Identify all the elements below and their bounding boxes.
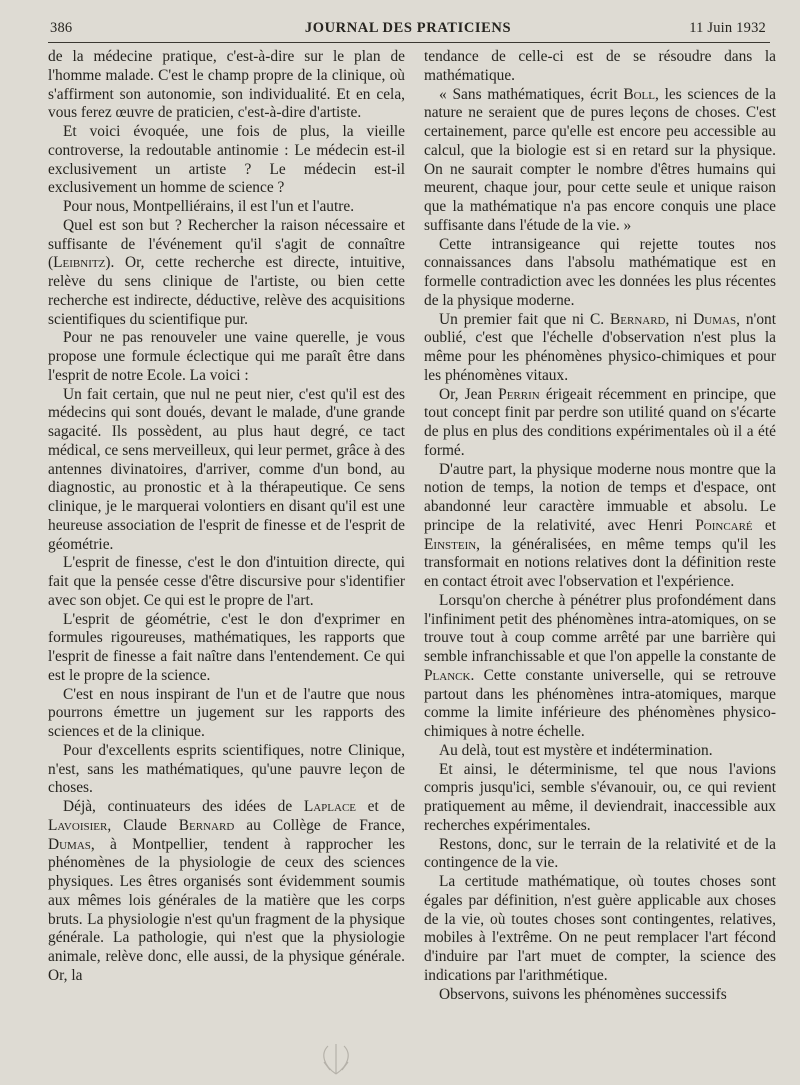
author-name: Dumas bbox=[693, 310, 737, 328]
paragraph: Restons, donc, sur le terrain de la relativité et de la contingence de la vie. bbox=[424, 835, 776, 872]
author-name: Bernard bbox=[178, 816, 235, 834]
author-name: Dumas bbox=[48, 835, 91, 853]
paragraph: de la médecine pratique, c'est-à-dire sur le plan de l'homme malade. C'est le champ propre de la clinique, où s'affirment son autonomie, son individualité. Et en cela, vous ferez œuvre de praticien, c'est-à-dire d'artiste. bbox=[48, 48, 405, 122]
paragraph: Et voici évoquée, une fois de plus, la vieille controverse, la redoutable antinomie : Le médecin est-il exclusivement un artiste ? Le médecin est-il exclusivement un homme de science ? bbox=[48, 123, 405, 197]
paragraph: Et ainsi, le déterminisme, tel que nous l'avions compris jusqu'ici, semble s'évanouir, ou, ce qui revient pratiquement au même, il deviendrait, inaccessible aux recherches expérimentales. bbox=[424, 760, 776, 834]
paragraph: Or, Jean Perrin érigeait récemment en principe, que tout concept finit par perdre son utilité quand on s'écarte de plus en plus des conditions expérimentales où il a été formé. bbox=[424, 385, 777, 459]
paragraph: Lorsqu'on cherche à pénétrer plus profondément dans l'infiniment petit des phénomènes intra-atomiques, on se trouve tout à coup comme arrêté par une barrière qui semble infranchissable et que l'on appelle la constante de Planck. Cette constante universelle, qui se retrouve partout dans les phénomènes intra-atomiques, marque comme la limite inférieure des phénomènes physico-chimiques à notre échelle. bbox=[424, 591, 776, 740]
paragraph: Déjà, continuateurs des idées de Laplace et de Lavoisier, Claude Bernard au Collège de France, Dumas, à Montpellier, tendent à rapprocher les phénomènes de la physiologie de ceux des sciences physiques. Les êtres organisés sont évidemment soumis aux mêmes lois générales de la matière que les corps bruts. La physiologie n'est qu'un fragment de la physique générale. La pathologie, qui n'est que la physiologie animale, relève donc, elle aussi, de la physique générale. Or, la bbox=[48, 798, 405, 984]
page-number: 386 bbox=[50, 20, 73, 36]
author-name: Boll bbox=[623, 85, 655, 103]
bottom-ornament bbox=[316, 1040, 356, 1076]
author-name: Einstein bbox=[424, 535, 477, 553]
paragraph: L'esprit de géométrie, c'est le don d'exprimer en formules rigoureuses, mathématiques, les rapports que l'esprit de finesse a fait naître dans l'entendement. Ce qui est le propre de la science. bbox=[48, 610, 405, 684]
left-column bbox=[48, 48, 405, 986]
issue-date: 11 Juin 1932 bbox=[689, 20, 766, 36]
paragraph: Quel est son but ? Rechercher la raison nécessaire et suffisante de l'événement qu'il s'agit de connaître (Leibnitz). Or, cette recherche est directe, intuitive, relève du sens clinique de l'artiste, ou bien cette recherche est indirecte, déductive, relève des acquisitions scientifiques du scientifique pur. bbox=[48, 216, 405, 328]
author-name: Planck bbox=[424, 666, 471, 684]
author-name: Leibnitz bbox=[53, 254, 106, 272]
journal-title: JOURNAL DES PRATICIENS bbox=[304, 20, 512, 36]
paragraph: Observons, suivons les phénomènes successifs bbox=[439, 985, 727, 1003]
paragraph: Au delà, tout est mystère et indétermination. bbox=[439, 741, 713, 759]
author-name: Lavoisier bbox=[48, 816, 108, 834]
author-name: Laplace bbox=[303, 798, 357, 815]
paragraph: L'esprit de finesse, c'est le don d'intuition directe, qui fait que la pensée cesse d'être discursive pour s'identifier avec son objet. Ce qui est le propre de l'art. bbox=[48, 554, 405, 609]
author-name: Perrin bbox=[498, 385, 540, 403]
paragraph: C'est en nous inspirant de l'un et de l'autre que nous pourrons émettre un jugement sur les rapports des sciences et de la clinique. bbox=[48, 685, 405, 740]
header-rule bbox=[48, 42, 770, 43]
paragraph: Un premier fait que ni C. Bernard, ni Dumas, n'ont oublié, c'est que l'échelle d'observation n'est plus la même pour les phénomènes physico-chimiques et pour les phénomènes vitaux. bbox=[424, 310, 776, 384]
paragraph: Un fait certain, que nul ne peut nier, c'est qu'il est des médecins qui sont doués, devant le malade, d'une grande sagacité. Ils possèdent, au plus haut degré, ce tact médical, ce sens merveilleux, qui leur permet, grâce à des antennes divinatoires, d'arriver, comme d'un bond, au diagnostic, au pronostic et à la thérapeutique. Ce sens clinique, je le marquerai volontiers en disant qu'il est une heureuse association de l'esprit de finesse et de l'esprit de géométrie. bbox=[48, 385, 405, 553]
paragraph: Pour ne pas renouveler une vaine querelle, je vous propose une formule éclectique qui me paraît être dans l'esprit de notre Ecole. La voici : bbox=[48, 329, 405, 384]
paragraph: tendance de celle-ci est de se résoudre dans la mathématique. bbox=[424, 48, 776, 84]
page-header bbox=[50, 18, 766, 40]
paragraph: La certitude mathématique, où toutes choses sont égales par définition, n'est guère applicable aux choses de la vie, où toutes choses sont contingentes, relatives, mobiles à l'extrême. On ne peut remplacer l'art fécond d'induire par l'art muet de compter, la science des indications par l'arithmétique. bbox=[424, 873, 776, 984]
author-name: Bernard bbox=[610, 310, 666, 328]
paragraph: Cette intransigeance qui rejette toutes nos connaissances dans l'absolu mathématique est en formelle contradiction avec les données les plus récentes de la physique moderne. bbox=[424, 235, 776, 309]
right-column bbox=[424, 48, 776, 1004]
author-name: Poincaré bbox=[695, 516, 753, 534]
paragraph: D'autre part, la physique moderne nous montre que la notion de temps, la notion de temps et d'espace, ont abandonné leur caractère immuable et absolu. Le principe de la relativité, avec Henri Poincaré et Einstein, la généralisées, en même temps qu'il les transformait en notions relatives dont la définition reste en contact étroit avec l'observation et l'expérience. bbox=[424, 460, 776, 590]
quote-paragraph: « Sans mathématiques, écrit Boll, les sciences de la nature ne seraient que de pures leçons de choses. C'est certainement, parce qu'elle est encore peu accessible au calcul, que la biologie est si en retard sur la physique. On ne saurait compter le nombre d'êtres humains qui meurent, chaque jour, pour cette seule et unique raison que la mathématique n'a pas encore conquis une place suffisante dans l'étude de la vie. » bbox=[424, 85, 776, 234]
paragraph: Pour nous, Montpelliérains, il est l'un et l'autre. bbox=[63, 198, 355, 215]
paragraph: Pour d'excellents esprits scientifiques, notre Clinique, n'est, sans les mathématiques, qu'une pauvre leçon de choses. bbox=[48, 741, 405, 797]
